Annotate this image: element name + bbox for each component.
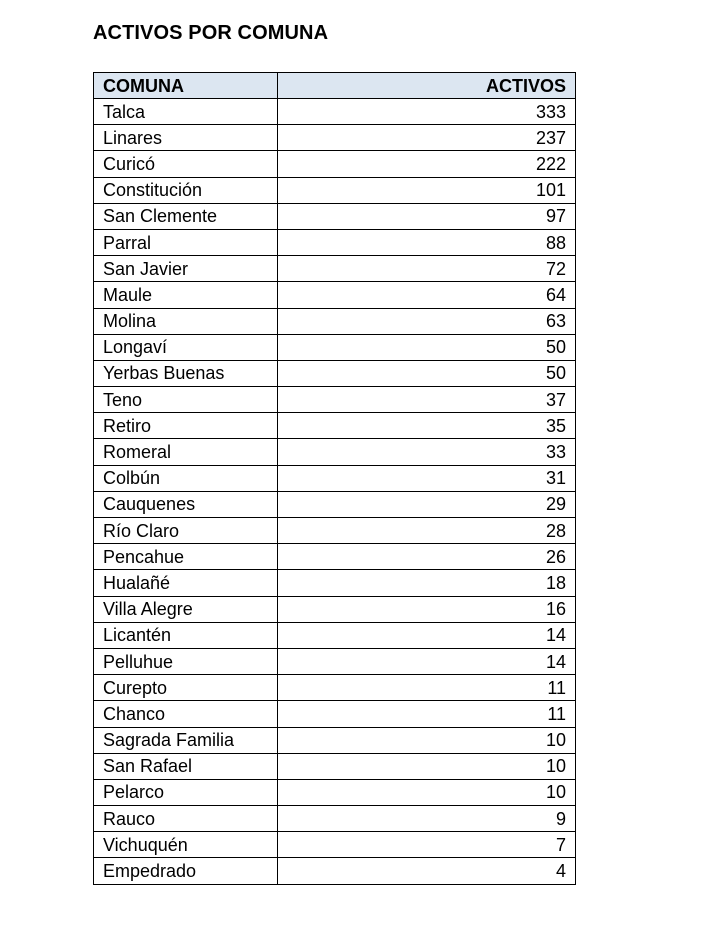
comuna-cell: Empedrado <box>94 858 278 884</box>
comuna-cell: San Clemente <box>94 203 278 229</box>
comuna-cell: San Javier <box>94 256 278 282</box>
activos-cell: 14 <box>278 622 576 648</box>
comuna-cell: Cauquenes <box>94 491 278 517</box>
comuna-cell: Pelluhue <box>94 648 278 674</box>
comuna-cell: Rauco <box>94 806 278 832</box>
activos-cell: 237 <box>278 125 576 151</box>
activos-cell: 37 <box>278 387 576 413</box>
table-row <box>94 544 576 570</box>
table-row <box>94 151 576 177</box>
table-row <box>94 518 576 544</box>
comuna-cell: Linares <box>94 125 278 151</box>
activos-cell: 29 <box>278 491 576 517</box>
table-row <box>94 806 576 832</box>
activos-cell: 72 <box>278 256 576 282</box>
comuna-cell: Pelarco <box>94 779 278 805</box>
table-row <box>94 387 576 413</box>
column-header-activos: ACTIVOS <box>278 73 576 99</box>
table-row <box>94 596 576 622</box>
table-header-row <box>94 73 576 99</box>
activos-cell: 33 <box>278 439 576 465</box>
table-row <box>94 99 576 125</box>
table-row <box>94 308 576 334</box>
table-row <box>94 282 576 308</box>
comuna-cell: Pencahue <box>94 544 278 570</box>
comuna-cell: Romeral <box>94 439 278 465</box>
table-row <box>94 701 576 727</box>
comuna-cell: Molina <box>94 308 278 334</box>
comuna-cell: Parral <box>94 229 278 255</box>
comuna-cell: San Rafael <box>94 753 278 779</box>
table-row <box>94 753 576 779</box>
comuna-cell: Río Claro <box>94 518 278 544</box>
table-row <box>94 622 576 648</box>
column-header-comuna: COMUNA <box>94 73 278 99</box>
activos-cell: 18 <box>278 570 576 596</box>
activos-cell: 9 <box>278 806 576 832</box>
comuna-cell: Chanco <box>94 701 278 727</box>
table-row <box>94 779 576 805</box>
comuna-cell: Colbún <box>94 465 278 491</box>
activos-cell: 7 <box>278 832 576 858</box>
activos-cell: 28 <box>278 518 576 544</box>
table-row <box>94 858 576 884</box>
comuna-cell: Hualañé <box>94 570 278 596</box>
activos-cell: 35 <box>278 413 576 439</box>
activos-cell: 26 <box>278 544 576 570</box>
comuna-cell: Licantén <box>94 622 278 648</box>
table-row <box>94 491 576 517</box>
table-row <box>94 256 576 282</box>
comuna-cell: Curicó <box>94 151 278 177</box>
comuna-cell: Sagrada Familia <box>94 727 278 753</box>
table-row <box>94 727 576 753</box>
table-row <box>94 177 576 203</box>
comuna-cell: Teno <box>94 387 278 413</box>
activos-cell: 14 <box>278 648 576 674</box>
activos-cell: 11 <box>278 675 576 701</box>
activos-cell: 4 <box>278 858 576 884</box>
activos-cell: 64 <box>278 282 576 308</box>
table-row <box>94 570 576 596</box>
activos-cell: 50 <box>278 334 576 360</box>
activos-cell: 88 <box>278 229 576 255</box>
comuna-cell: Retiro <box>94 413 278 439</box>
table-row <box>94 832 576 858</box>
activos-cell: 333 <box>278 99 576 125</box>
comuna-cell: Villa Alegre <box>94 596 278 622</box>
page-title: ACTIVOS POR COMUNA <box>93 22 329 44</box>
activos-cell: 10 <box>278 779 576 805</box>
table-row <box>94 413 576 439</box>
activos-cell: 222 <box>278 151 576 177</box>
table-row <box>94 334 576 360</box>
activos-cell: 11 <box>278 701 576 727</box>
table-row <box>94 439 576 465</box>
table-row <box>94 203 576 229</box>
activos-table <box>93 72 576 885</box>
table-row <box>94 465 576 491</box>
table-row <box>94 229 576 255</box>
activos-cell: 50 <box>278 360 576 386</box>
table-row <box>94 675 576 701</box>
comuna-cell: Vichuquén <box>94 832 278 858</box>
comuna-cell: Longaví <box>94 334 278 360</box>
activos-cell: 31 <box>278 465 576 491</box>
activos-cell: 63 <box>278 308 576 334</box>
table-row <box>94 125 576 151</box>
activos-cell: 97 <box>278 203 576 229</box>
comuna-cell: Curepto <box>94 675 278 701</box>
comuna-cell: Constitución <box>94 177 278 203</box>
activos-cell: 101 <box>278 177 576 203</box>
activos-cell: 10 <box>278 753 576 779</box>
activos-cell: 16 <box>278 596 576 622</box>
table-row <box>94 360 576 386</box>
table-row <box>94 648 576 674</box>
comuna-cell: Talca <box>94 99 278 125</box>
activos-cell: 10 <box>278 727 576 753</box>
comuna-cell: Maule <box>94 282 278 308</box>
comuna-cell: Yerbas Buenas <box>94 360 278 386</box>
